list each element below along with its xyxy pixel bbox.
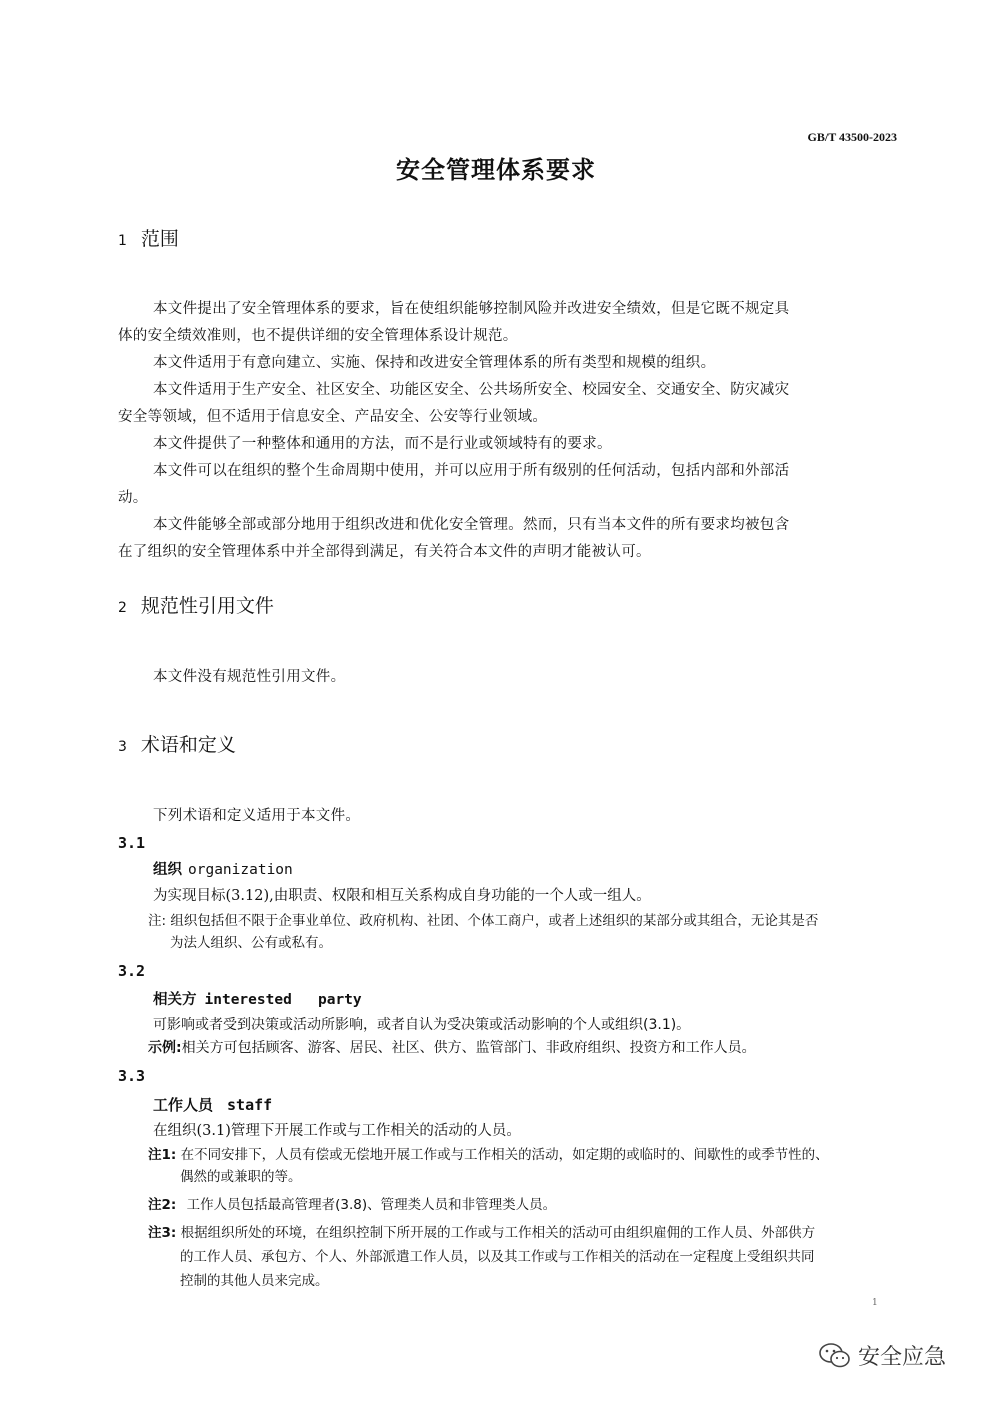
term-zh: 组织: [153, 861, 182, 878]
paragraph-line: 下列术语和定义适用于本文件。: [153, 808, 361, 824]
example-text: 相关方可包括顾客、游客、居民、社区、供方、监管部门、非政府组织、投资方和工作人员。: [181, 1040, 756, 1056]
paragraph-line: 体的安全绩效准则，也不提供详细的安全管理体系设计规范。: [118, 328, 518, 344]
paragraph-line: 本文件适用于生产安全、社区安全、功能区安全、公共场所安全、校园安全、交通安全、防灾减灾: [153, 382, 790, 398]
terms-intro: [118, 803, 360, 830]
section-2-heading: [118, 591, 274, 618]
paragraph-line: 本文件能够全部或部分地用于组织改进和优化安全管理。然而，只有当本文件的所有要求均被包含: [153, 517, 790, 533]
paragraph-line: 动。: [118, 490, 148, 506]
example-label: 示例:: [148, 1040, 182, 1056]
section-1-heading: [118, 224, 179, 251]
paragraph-line: 本文件提供了一种整体和通用的方法，而不是行业或领域特有的要求。: [153, 436, 612, 452]
term-note-3: [148, 1221, 815, 1293]
term-note-1: [148, 1144, 829, 1188]
term-en: staff: [227, 1096, 273, 1114]
term-note: [148, 910, 818, 954]
standard-code: GB/T 43500-2023: [807, 130, 897, 144]
term-title: [153, 988, 362, 1009]
note-text: 偶然的或兼职的等。: [180, 1169, 302, 1185]
page-title: 安全管理体系要求: [396, 156, 596, 184]
watermark-text: 安全应急: [858, 1345, 947, 1370]
paragraph-line: 安全等领域，但不适用于信息安全、产品安全、公安等行业领域。: [118, 409, 548, 425]
note-text: 根据组织所处的环境，在组织控制下所开展的工作或与工作相关的活动可由组织雇佣的工作人员、外部供方: [180, 1225, 816, 1241]
term-definition: 可影响或者受到决策或活动所影响，或者自认为受决策或活动影响的个人或组织(3.1)。: [153, 1017, 691, 1033]
term-title: [153, 858, 293, 879]
term-en: interested party: [204, 992, 362, 1008]
section-3-heading: [118, 730, 236, 757]
section-title: 规范性引用文件: [140, 595, 274, 617]
note-text: 工作人员包括最高管理者(3.8)、管理类人员和非管理类人员。: [186, 1197, 557, 1213]
section-title: 范围: [140, 228, 179, 250]
note-text: 为法人组织、公有或私有。: [170, 935, 332, 951]
paragraph-line: 本文件可以在组织的整个生命周期中使用，并可以应用于所有级别的任何活动，包括内部和外部活: [153, 463, 790, 479]
term-number: 3.3: [118, 1067, 146, 1085]
term-note-2: [148, 1194, 556, 1216]
page-mark: 1: [872, 1298, 878, 1308]
term-definition: 为实现目标(3.12),由职责、权限和相互关系构成自身功能的一个人或一组人。: [153, 888, 651, 904]
note-text: 控制的其他人员来完成。: [180, 1273, 329, 1289]
note-label: 注2:: [148, 1197, 177, 1213]
term-example: [148, 1037, 756, 1059]
note-text: 在不同安排下，人员有偿或无偿地开展工作或与工作相关的活动，如定期的或临时的、间歇性的或季节性的、: [180, 1147, 829, 1163]
paragraph-line: 本文件提出了安全管理体系的要求，旨在使组织能够控制风险并改进安全绩效，但是它既不规定具: [153, 301, 790, 317]
note-label: 注1:: [148, 1147, 177, 1163]
paragraph-line: 本文件没有规范性引用文件。: [153, 669, 346, 685]
refs-paragraph: [118, 664, 345, 691]
term-number: 3.2: [118, 962, 146, 980]
term-zh: 工作人员: [153, 1096, 214, 1114]
section-number: 2: [118, 600, 127, 616]
paragraph-line: 在了组织的安全管理体系中并全部得到满足，有关符合本文件的声明才能被认可。: [118, 544, 651, 560]
term-en: organization: [188, 862, 293, 878]
watermark: [818, 1340, 946, 1371]
term-title: [153, 1094, 272, 1115]
note-label: 注3:: [148, 1225, 177, 1241]
wechat-icon: [818, 1342, 852, 1370]
paragraph-line: 本文件适用于有意向建立、实施、保持和改进安全管理体系的所有类型和规模的组织。: [153, 355, 716, 371]
term-definition: 在组织(3.1)管理下开展工作或与工作相关的活动的人员。: [153, 1123, 521, 1139]
note-label: 注:: [148, 913, 167, 929]
section-number: 1: [118, 233, 127, 249]
note-text: 组织包括但不限于企事业单位、政府机构、社团、个体工商户，或者上述组织的某部分或其组合，无论其是否: [170, 913, 819, 929]
note-text: 的工作人员、承包方、个人、外部派遣工作人员，以及其工作或与工作相关的活动在一定程度上受组织共同: [180, 1249, 815, 1265]
section-title: 术语和定义: [140, 734, 236, 756]
term-number: 3.1: [118, 834, 146, 852]
section-number: 3: [118, 739, 127, 755]
term-zh: 相关方: [153, 992, 197, 1008]
scope-paragraphs: [118, 296, 789, 566]
